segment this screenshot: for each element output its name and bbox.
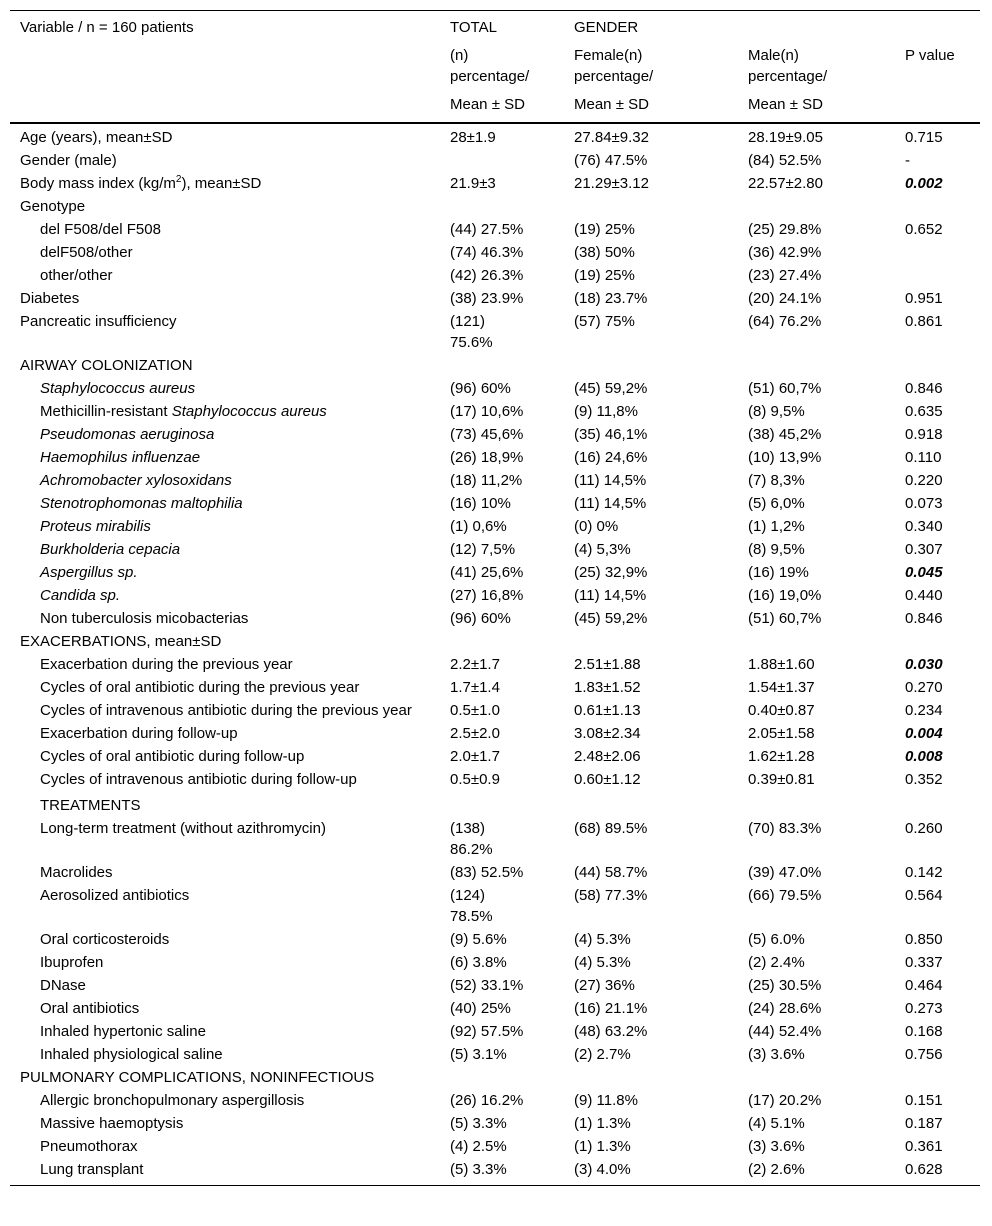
table-row: Massive haemoptysis (5) 3.3% (1) 1.3% (4) 5.1% 0.187 (40, 1115, 943, 1132)
table-row: Gender (male) (76) 47.5% (84) 52.5% - (20, 152, 910, 169)
section-row: TREATMENTS (40, 797, 141, 814)
table-row: delF508/other (74) 46.3% (38) 50% (36) 42.9% (40, 244, 822, 261)
table-row: DNase (52) 33.1% (27) 36% (25) 30.5% 0.464 (40, 977, 943, 994)
table-row: Pseudomonas aeruginosa (73) 45,6% (35) 46,1% (38) 45,2% 0.918 (40, 426, 943, 443)
table-row: Stenotrophomonas maltophilia (16) 10% (11) 14,5% (5) 6,0% 0.073 (40, 495, 943, 512)
table-row: Haemophilus influenzae (26) 18,9% (16) 24,6% (10) 13,9% 0.110 (40, 449, 942, 466)
header-mean-total: Mean ± SD (440, 87, 564, 123)
table-header (10, 11, 980, 124)
table-row: Allergic bronchopulmonary aspergillosis (26) 16.2% (9) 11.8% (17) 20.2% 0.151 (40, 1092, 943, 1109)
header-male: Male(n) percentage/ (748, 47, 828, 85)
header-gender: GENDER (564, 11, 738, 39)
table-row: Non tuberculosis micobacterias (96) 60% (45) 59,2% (51) 60,7% 0.846 (40, 610, 943, 627)
section-row: EXACERBATIONS, mean±SD (20, 633, 222, 650)
table-row: Age (years), mean±SD 28±1.9 27.84±9.32 28.19±9.05 0.715 (20, 129, 943, 146)
table-row: Exacerbation during follow-up 2.5±2.0 3.08±2.34 2.05±1.58 0.004 (40, 725, 943, 742)
table-row: Diabetes (38) 23.9% (18) 23.7% (20) 24.1% 0.951 (20, 290, 943, 307)
table-row: Oral antibiotics (40) 25% (16) 21.1% (24) 28.6% 0.273 (40, 1000, 943, 1017)
table-row: Aerosolized antibiotics (124) 78.5% (58) 77.3% (66) 79.5% 0.564 (40, 887, 943, 925)
header-variable: Variable / n = 160 patients (10, 11, 440, 39)
header-female: Female(n) percentage/ (574, 47, 654, 85)
table-row: Lung transplant (5) 3.3% (3) 4.0% (2) 2.6% 0.628 (10, 1158, 980, 1186)
table-row: Inhaled hypertonic saline (92) 57.5% (48) 63.2% (44) 52.4% 0.168 (40, 1023, 943, 1040)
patient-characteristics-table (10, 10, 980, 1186)
table-row: Pancreatic insufficiency (121) 75.6% (57) 75% (64) 76.2% 0.861 (20, 313, 943, 351)
table-row: other/other (42) 26.3% (19) 25% (23) 27.4% (40, 267, 822, 284)
table-row: Long-term treatment (without azithromycin) (138) 86.2% (68) 89.5% (70) 83.3% 0.260 (40, 820, 943, 858)
table-row: del F508/del F508 (44) 27.5% (19) 25% (25) 29.8% 0.652 (40, 221, 943, 238)
results-table-container (10, 10, 980, 1186)
table-row: Oral corticosteroids (9) 5.6% (4) 5.3% (5) 6.0% 0.850 (40, 931, 943, 948)
table-row: Burkholderia cepacia (12) 7,5% (4) 5,3% (8) 9,5% 0.307 (40, 541, 943, 558)
table-row: Body mass index $(kg/m^2)$, mean±SD 21.9±3 21.29±3.12 22.57±2.80 0.002 (20, 174, 943, 192)
table-row: Cycles of intravenous antibiotic during follow-up 0.5±0.9 0.60±1.12 0.39±0.81 0.352 (40, 771, 943, 788)
table-row: Exacerbation during the previous year 2.2±1.7 2.51±1.88 1.88±1.60 0.030 (40, 656, 943, 673)
table-row: Cycles of intravenous antibiotic during the previous year 0.5±1.0 0.61±1.13 0.40±0.87 0.234 (40, 702, 943, 719)
table-row: Candida sp. (27) 16,8% (11) 14,5% (16) 19,0% 0.440 (40, 587, 943, 604)
header-total-n: (n) percentage/ (450, 47, 530, 85)
section-row: Genotype (20, 198, 86, 215)
table-row: Methicillin-resistant Staphylococcus aureus (17) 10,6% (9) 11,8% (8) 9,5% 0.635 (40, 403, 943, 420)
table-row: Inhaled physiological saline (5) 3.1% (2) 2.7% (3) 3.6% 0.756 (40, 1046, 943, 1063)
section-row: AIRWAY COLONIZATION (20, 357, 193, 374)
header-mean-male: Mean ± SD (738, 87, 895, 123)
table-row: Aspergillus sp. (41) 25,6% (25) 32,9% (16) 19% 0.045 (40, 564, 943, 581)
table-row: Achromobacter xylosoxidans (18) 11,2% (11) 14,5% (7) 8,3% 0.220 (40, 472, 943, 489)
section-row: PULMONARY COMPLICATIONS, NONINFECTIOUS (20, 1069, 375, 1086)
table-row: Proteus mirabilis (1) 0,6% (0) 0% (1) 1,2% 0.340 (40, 518, 943, 535)
table-body (10, 123, 980, 1186)
header-pvalue: P value (905, 47, 955, 64)
header-mean-female: Mean ± SD (564, 87, 738, 123)
table-row: Staphylococcus aureus (96) 60% (45) 59,2% (51) 60,7% 0.846 (40, 380, 943, 397)
table-row: Pneumothorax (4) 2.5% (1) 1.3% (3) 3.6% 0.361 (40, 1138, 943, 1155)
table-row: Cycles of oral antibiotic during the previous year 1.7±1.4 1.83±1.52 1.54±1.37 0.270 (40, 679, 943, 696)
table-row: Ibuprofen (6) 3.8% (4) 5.3% (2) 2.4% 0.337 (40, 954, 943, 971)
header-total: TOTAL (440, 11, 564, 39)
table-row: Macrolides (83) 52.5% (44) 58.7% (39) 47.0% 0.142 (40, 864, 943, 881)
table-row: Cycles of oral antibiotic during follow-up 2.0±1.7 2.48±2.06 1.62±1.28 0.008 (40, 748, 943, 765)
